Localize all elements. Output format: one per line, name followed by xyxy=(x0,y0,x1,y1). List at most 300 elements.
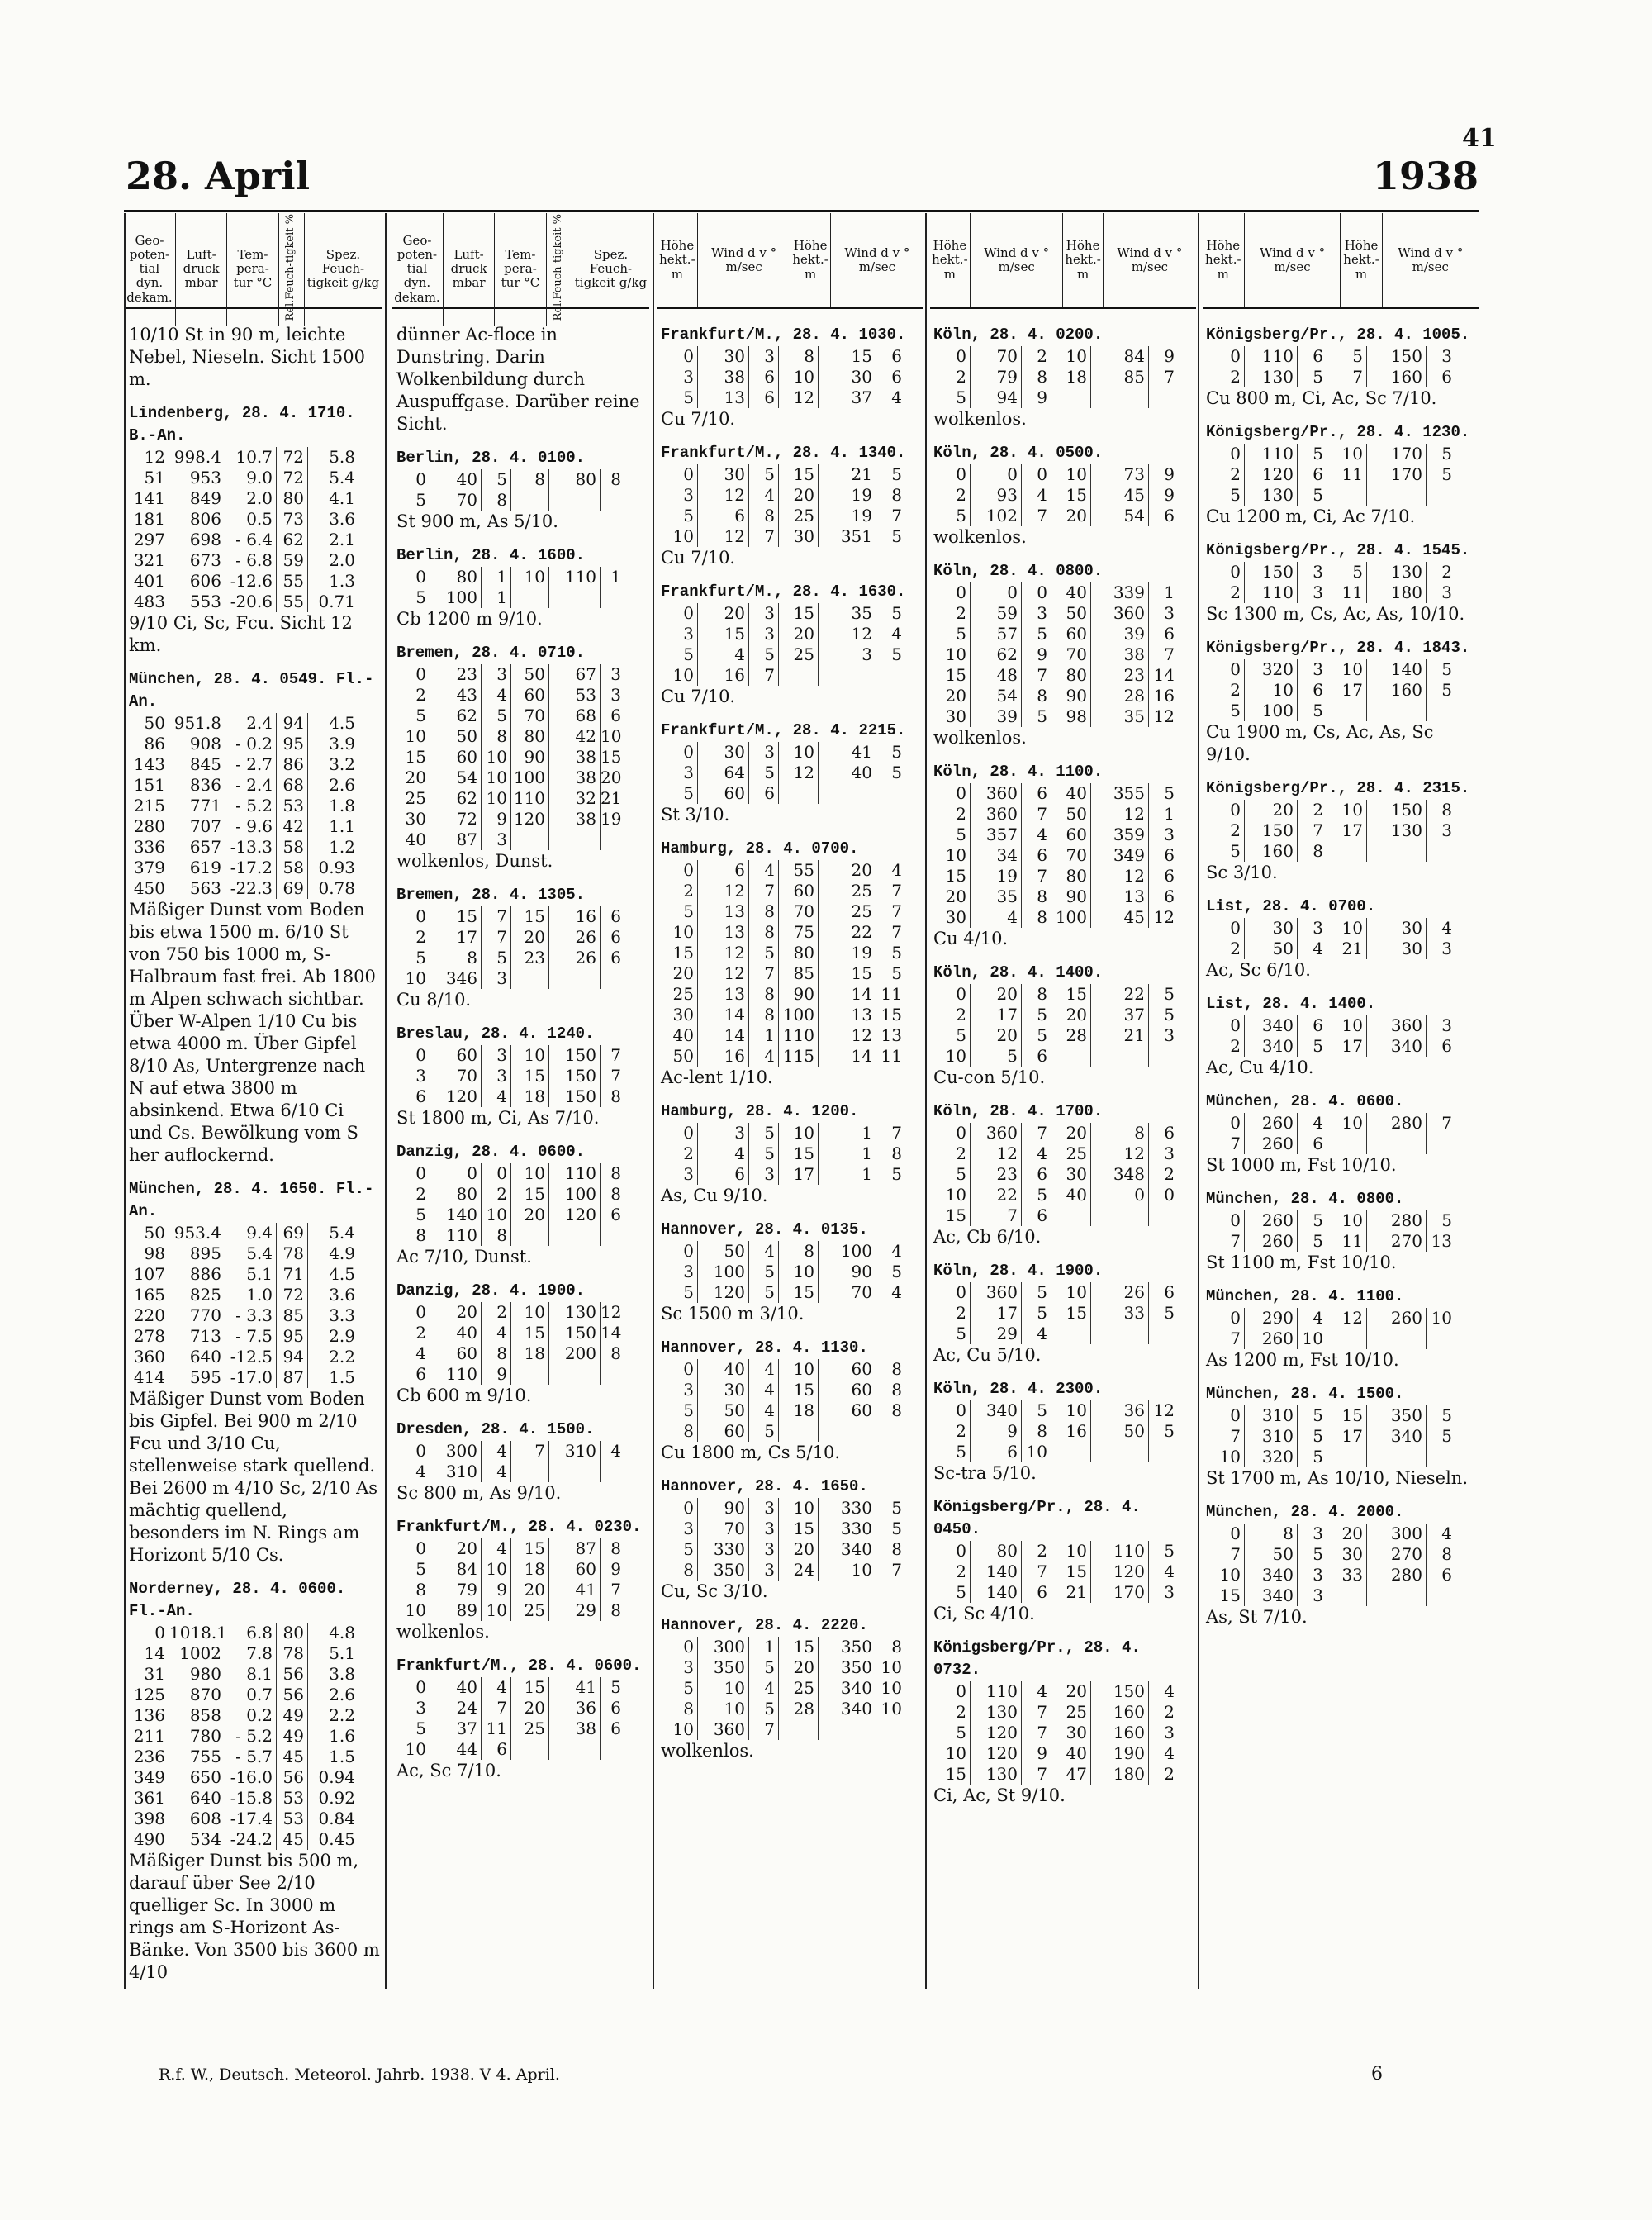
wind-row xyxy=(933,907,1193,928)
hdr-geopotential: Geo-poten-tial dyn. dekam. xyxy=(392,213,443,326)
wind-row xyxy=(396,830,648,850)
cell: 41 xyxy=(548,1580,600,1600)
station-title: Köln, 28. 4. 1400. xyxy=(933,963,1104,982)
cell: 150 xyxy=(1366,346,1426,367)
cell: 70 xyxy=(430,490,481,511)
station-note: Ac, Sc 6/10. xyxy=(1206,960,1311,980)
cell: -16.0 xyxy=(225,1767,276,1788)
cell xyxy=(600,587,624,608)
cell: 9 xyxy=(970,1421,1021,1442)
cell: 30 xyxy=(1051,1723,1090,1743)
cell: 10 xyxy=(1327,444,1366,464)
cell: 5 xyxy=(1297,485,1327,506)
cell: 7 xyxy=(600,1045,624,1066)
hdr-wind: Wind d v ° m/sec xyxy=(1244,213,1341,307)
cell: 50 xyxy=(697,1400,748,1421)
hdr-geopotential: Geo-poten-tial dyn. dekam. xyxy=(124,213,175,326)
cell: 780 xyxy=(169,1726,225,1747)
cell: 260 xyxy=(1244,1329,1297,1349)
cell: 6 xyxy=(1148,506,1178,526)
cell xyxy=(778,665,818,686)
cell: 5 xyxy=(1148,1541,1178,1562)
cell: 170 xyxy=(1090,1582,1148,1603)
cell: 12 xyxy=(144,447,165,467)
wind-row xyxy=(933,346,1193,367)
cell: 98 xyxy=(1051,706,1090,727)
hdr-temperatur: Tem-pera-tur °C xyxy=(495,213,546,326)
cell: 7 xyxy=(481,906,510,927)
cell: 5 xyxy=(1297,1036,1327,1057)
cell: 0 xyxy=(1230,346,1241,366)
cell: 1 xyxy=(818,1123,876,1143)
cell: 5 xyxy=(1021,1005,1051,1025)
cell: 86 xyxy=(144,734,165,753)
cell xyxy=(1051,1324,1090,1344)
footer-page-number: 6 xyxy=(1371,2064,1383,2085)
cell: 23 xyxy=(970,1164,1021,1185)
cell: 12 xyxy=(818,1025,876,1046)
cell: 4 xyxy=(1148,1681,1178,1702)
cell: 4 xyxy=(748,1241,778,1262)
sounding-row xyxy=(129,550,380,571)
cell: 5 xyxy=(1426,1405,1455,1426)
cell: 2 xyxy=(956,367,966,387)
cell: 330 xyxy=(818,1519,876,1539)
cell: 12 xyxy=(778,387,818,408)
cell: 73 xyxy=(276,509,307,530)
cell: 8 xyxy=(876,1539,905,1560)
cell: 9 xyxy=(600,1559,624,1580)
wind-row xyxy=(933,1282,1193,1303)
cell: 2 xyxy=(683,1143,694,1163)
cell: 10.7 xyxy=(225,447,276,468)
cell: 5 xyxy=(956,1442,966,1462)
cell: 0 xyxy=(956,464,966,484)
cell: 24 xyxy=(430,1698,481,1718)
cell: 53 xyxy=(276,796,307,816)
cell: 130 xyxy=(1244,367,1297,387)
cell: 5 xyxy=(481,948,510,968)
cell: 330 xyxy=(697,1539,748,1560)
cell: 22 xyxy=(1090,984,1148,1005)
wind-row xyxy=(661,1519,920,1539)
cell: 5 xyxy=(481,469,510,490)
cell: 5 xyxy=(1426,659,1455,680)
cell: 17 xyxy=(430,927,481,948)
cell: 10 xyxy=(481,788,510,809)
col5-header xyxy=(1203,213,1479,309)
cell: 980 xyxy=(169,1664,225,1685)
station-note: Ac, Cu 4/10. xyxy=(1206,1058,1314,1077)
cell: 130 xyxy=(548,1302,600,1323)
cell xyxy=(600,1364,624,1385)
cell: 5 xyxy=(1327,562,1366,582)
station-note: As 1200 m, Fst 10/10. xyxy=(1206,1350,1399,1370)
cell: 2 xyxy=(415,685,426,705)
column-divider xyxy=(1198,213,1199,1989)
cell: -15.8 xyxy=(225,1788,276,1809)
cell: 6 xyxy=(876,346,905,367)
cell: 15 xyxy=(945,1764,966,1784)
cell: 13 xyxy=(697,387,748,408)
cell: 483 xyxy=(133,592,165,611)
wind-row xyxy=(396,1163,648,1184)
cell: 8 xyxy=(748,901,778,922)
cell: 60 xyxy=(697,1421,748,1442)
cell: 5 xyxy=(683,387,694,407)
wind-row xyxy=(933,1681,1193,1702)
cell: 310 xyxy=(548,1441,600,1462)
station-block xyxy=(396,884,648,1011)
station-block xyxy=(1206,540,1475,625)
sounding-row xyxy=(129,878,380,899)
cell: 3.3 xyxy=(307,1305,358,1326)
cell: 4 xyxy=(481,1441,510,1462)
wind-row xyxy=(1206,1308,1475,1329)
cell: 78 xyxy=(276,1243,307,1264)
cell: 339 xyxy=(1090,582,1148,603)
sounding-row xyxy=(129,1788,380,1809)
cell: 90 xyxy=(778,984,818,1005)
cell: 12 xyxy=(970,1143,1021,1164)
station-block xyxy=(396,642,648,872)
wind-row xyxy=(933,1143,1193,1164)
cell: 100 xyxy=(548,1184,600,1205)
page-year: 1938 xyxy=(1373,154,1479,198)
cell: 280 xyxy=(1366,1565,1426,1585)
cell: 10 xyxy=(510,1163,548,1184)
cell: 4 xyxy=(481,1462,510,1482)
station-block xyxy=(933,761,1193,950)
cell: 5.4 xyxy=(225,1243,276,1264)
cell xyxy=(1426,1134,1455,1154)
cell: 50 xyxy=(672,1046,694,1066)
cell: 4 xyxy=(415,1462,426,1481)
wind-row xyxy=(661,526,920,547)
cell: 3 xyxy=(683,1164,694,1184)
cell: 11 xyxy=(1327,1231,1366,1252)
station-title: Frankfurt/M., 28. 4. 1030. xyxy=(661,326,906,344)
cell: 30 xyxy=(945,706,966,726)
cell: 15 xyxy=(945,665,966,685)
station-block xyxy=(1206,421,1475,528)
col4-header xyxy=(930,213,1196,309)
sounding-row xyxy=(129,468,380,488)
station-block xyxy=(396,1655,648,1782)
cell: 5 xyxy=(956,624,966,644)
sounding-row xyxy=(129,1726,380,1747)
wind-row xyxy=(933,1185,1193,1205)
cell: 7 xyxy=(1021,665,1051,686)
cell: 3 xyxy=(683,1519,694,1538)
cell xyxy=(1366,1585,1426,1606)
cell: 30 xyxy=(697,1380,748,1400)
wind-row xyxy=(1206,939,1475,959)
cell: 10 xyxy=(876,1699,905,1719)
cell: 8 xyxy=(876,1400,905,1421)
wind-row xyxy=(933,706,1193,727)
cell: 10 xyxy=(1327,800,1366,820)
cell: 5 xyxy=(956,1164,966,1184)
cell: 19 xyxy=(600,809,624,830)
station-title: Köln, 28. 4. 1900. xyxy=(933,1262,1104,1280)
cell xyxy=(1327,1447,1366,1467)
cell: 5 xyxy=(1230,485,1241,505)
cell: 3 xyxy=(748,1164,778,1185)
cell: 1.5 xyxy=(307,1747,358,1767)
sounding-row xyxy=(129,1829,380,1850)
cell: 0 xyxy=(481,1163,510,1184)
station-block xyxy=(1206,637,1475,766)
cell: 7.8 xyxy=(225,1643,276,1664)
cell: 18 xyxy=(510,1086,548,1107)
cell: 895 xyxy=(169,1243,225,1264)
column-3 xyxy=(661,324,920,1774)
cell: 5 xyxy=(956,1025,966,1045)
station-title: München, 28. 4. 0800. xyxy=(1206,1190,1404,1208)
cell: 886 xyxy=(169,1264,225,1285)
wind-row xyxy=(933,1025,1193,1046)
column-divider xyxy=(653,213,654,1989)
cell: 20 xyxy=(430,1538,481,1559)
cell: 7 xyxy=(1021,1123,1051,1143)
wind-row xyxy=(396,1462,648,1482)
cell: 12 xyxy=(1090,866,1148,887)
cell: 3 xyxy=(1297,659,1327,680)
station-note: wolkenlos. xyxy=(933,409,1027,429)
cell: 0 xyxy=(683,346,694,366)
station-note: St 1800 m, Ci, As 7/10. xyxy=(396,1108,600,1128)
cell xyxy=(600,968,624,989)
header-rule xyxy=(124,210,1479,212)
cell xyxy=(1366,1134,1426,1154)
wind-row xyxy=(1206,1565,1475,1585)
cell: 10 xyxy=(1051,1400,1090,1421)
cell: 68 xyxy=(276,775,307,796)
cell: 15 xyxy=(778,1637,818,1657)
cell: 7 xyxy=(1021,804,1051,825)
cell: 0 xyxy=(1230,562,1241,582)
cell: 141 xyxy=(133,488,165,508)
cell: 87 xyxy=(548,1538,600,1559)
cell: 190 xyxy=(1090,1743,1148,1764)
cell xyxy=(510,1225,548,1246)
cell: 0 xyxy=(415,1045,426,1065)
wind-row xyxy=(396,1677,648,1698)
cell: 350 xyxy=(697,1560,748,1581)
cell: 0 xyxy=(970,582,1021,603)
wind-row xyxy=(933,1164,1193,1185)
cell: 3.2 xyxy=(307,754,358,775)
cell: 84 xyxy=(1090,346,1148,367)
cell: 0 xyxy=(956,346,966,366)
cell: 58 xyxy=(276,858,307,878)
cell: 10 xyxy=(945,845,966,865)
cell: 414 xyxy=(133,1367,165,1387)
cell: 5 xyxy=(956,1324,966,1343)
cell: 10 xyxy=(697,1699,748,1719)
wind-row xyxy=(933,1421,1193,1442)
cell: 14 xyxy=(600,1323,624,1343)
cell: 0 xyxy=(1021,464,1051,485)
cell: 6 xyxy=(1426,1565,1455,1585)
cell: 7 xyxy=(876,1560,905,1581)
wind-row xyxy=(661,1637,920,1657)
cell: 2 xyxy=(415,1184,426,1204)
cell: 8 xyxy=(683,1699,694,1718)
cell: 150 xyxy=(548,1066,600,1086)
cell: 5 xyxy=(1021,624,1051,644)
station-block xyxy=(129,1178,380,1566)
cell: 30 xyxy=(778,526,818,547)
cell: 8 xyxy=(600,1538,624,1559)
station-title: Köln, 28. 4. 0800. xyxy=(933,562,1104,580)
cell: 12 xyxy=(778,763,818,783)
cell: 30 xyxy=(672,1005,694,1024)
wind-row xyxy=(661,1699,920,1719)
cell: 4 xyxy=(600,1441,624,1462)
wind-row xyxy=(661,1380,920,1400)
wind-row xyxy=(396,1323,648,1343)
cell: 150 xyxy=(548,1045,600,1066)
cell: 3.6 xyxy=(307,509,358,530)
cell: -17.2 xyxy=(225,858,276,878)
cell: 3 xyxy=(1297,562,1327,582)
cell: 9 xyxy=(481,809,510,830)
cell: 5 xyxy=(1148,1421,1178,1442)
hdr-rel-feuchte xyxy=(546,213,572,326)
cell: -13.3 xyxy=(225,837,276,858)
hdr-hoehe: Höhe hekt.- m xyxy=(790,213,830,307)
cell: 25 xyxy=(405,788,426,808)
wind-row xyxy=(933,866,1193,887)
wind-row xyxy=(661,1005,920,1025)
cell: 56 xyxy=(276,1664,307,1685)
cell: 43 xyxy=(430,685,481,706)
cell: 5 xyxy=(1021,1400,1051,1421)
cell: 70 xyxy=(510,706,548,726)
cell: 6 xyxy=(748,783,778,804)
wind-row xyxy=(1206,800,1475,820)
cell: 70 xyxy=(1051,845,1090,866)
cell xyxy=(600,1739,624,1760)
station-title: Berlin, 28. 4. 1600. xyxy=(396,546,586,564)
cell: 29 xyxy=(548,1600,600,1621)
wind-row xyxy=(1206,918,1475,939)
cell: 5 xyxy=(970,1046,1021,1067)
cell: 13 xyxy=(697,922,748,943)
cell: 12 xyxy=(697,485,748,506)
sounding-row xyxy=(129,530,380,550)
sounding-row xyxy=(129,1367,380,1388)
cell: 22 xyxy=(970,1185,1021,1205)
cell: 6.8 xyxy=(225,1623,276,1643)
cell: 0 xyxy=(683,1359,694,1379)
cell: 0 xyxy=(683,860,694,880)
cell: 5 xyxy=(748,1282,778,1303)
cell: 40 xyxy=(818,763,876,783)
cell: 953.4 xyxy=(169,1223,225,1243)
station-note: Mäßiger Dunst vom Boden bis etwa 1500 m. 6/10 St von 750 bis 1000 m, S-Halbraum fast frei. Ab 1800 m Alpen schwach sichtbar. Über W-Alpen 1/10 Cu bis etwa 4000 m. Über Gipfel 8/10 As, Untergrenze nach N auf etwa 3800 m absinkend. Etwa 6/10 Ci und Cs. Bewölkung vom S her auflockernd. xyxy=(129,900,376,1165)
cell: 3 xyxy=(481,1045,510,1066)
cell: 270 xyxy=(1366,1231,1426,1252)
cell: -22.3 xyxy=(225,878,276,899)
cell: 10 xyxy=(481,1205,510,1225)
cell: 0.92 xyxy=(307,1788,358,1809)
cell: 5 xyxy=(1021,1303,1051,1324)
cell: 3 xyxy=(415,1698,426,1718)
cell: 4 xyxy=(748,485,778,506)
cell: 20 xyxy=(1051,1123,1090,1143)
wind-row xyxy=(396,726,648,747)
wind-row xyxy=(933,1324,1193,1344)
cell: 20 xyxy=(430,1302,481,1323)
cell: 136 xyxy=(133,1705,165,1725)
station-title: München, 28. 4. 0600. xyxy=(1206,1092,1404,1110)
cell: 6 xyxy=(600,927,624,948)
wind-row xyxy=(1206,701,1475,721)
cell: 38 xyxy=(1090,644,1148,665)
wind-row xyxy=(661,1560,920,1581)
cell: 5 xyxy=(1021,1025,1051,1046)
cell: 0 xyxy=(415,664,426,684)
cell: 3 xyxy=(481,664,510,685)
cell: 6 xyxy=(1297,1134,1327,1154)
cell: 28 xyxy=(1051,1025,1090,1046)
cell: 5 xyxy=(683,644,694,664)
cell: 260 xyxy=(1244,1113,1297,1134)
sounding-row xyxy=(129,1326,380,1347)
wind-row xyxy=(661,881,920,901)
cell: 2 xyxy=(956,1562,966,1581)
wind-row xyxy=(396,1045,648,1066)
wind-row xyxy=(396,469,648,490)
cell: 2 xyxy=(683,881,694,901)
cell: 8 xyxy=(876,1637,905,1657)
cell: 3 xyxy=(1148,1582,1178,1603)
station-block xyxy=(661,442,920,569)
cell: 13 xyxy=(697,901,748,922)
cell: 50 xyxy=(510,664,548,685)
cell: 3 xyxy=(1426,1015,1455,1036)
hdr-temperatur: Tem-pera-tur °C xyxy=(227,213,278,326)
cell: 4.8 xyxy=(307,1623,358,1643)
station-note: As, St 7/10. xyxy=(1206,1607,1308,1627)
cell: 10 xyxy=(1426,1308,1455,1329)
wind-row xyxy=(933,1303,1193,1324)
cell: 7 xyxy=(1021,1702,1051,1723)
station-note: Ci, Ac, St 9/10. xyxy=(933,1785,1066,1805)
cell: 5 xyxy=(1297,1405,1327,1426)
station-block xyxy=(661,838,920,1089)
cell: 5 xyxy=(876,963,905,984)
cell: 25 xyxy=(510,1718,548,1739)
cell: 25 xyxy=(672,984,694,1004)
cell: 3 xyxy=(481,830,510,850)
cell: 15 xyxy=(818,963,876,984)
cell: 350 xyxy=(818,1657,876,1678)
cell: 87 xyxy=(276,1367,307,1388)
cell: 80 xyxy=(970,1541,1021,1562)
wind-row xyxy=(396,1441,648,1462)
cell: 41 xyxy=(818,742,876,763)
cell: 953 xyxy=(169,468,225,488)
cell: 0.78 xyxy=(307,878,358,899)
cell: 25 xyxy=(818,901,876,922)
cell: 7 xyxy=(481,1698,510,1718)
cell: 80 xyxy=(1051,665,1090,686)
cell: 16 xyxy=(548,906,600,927)
